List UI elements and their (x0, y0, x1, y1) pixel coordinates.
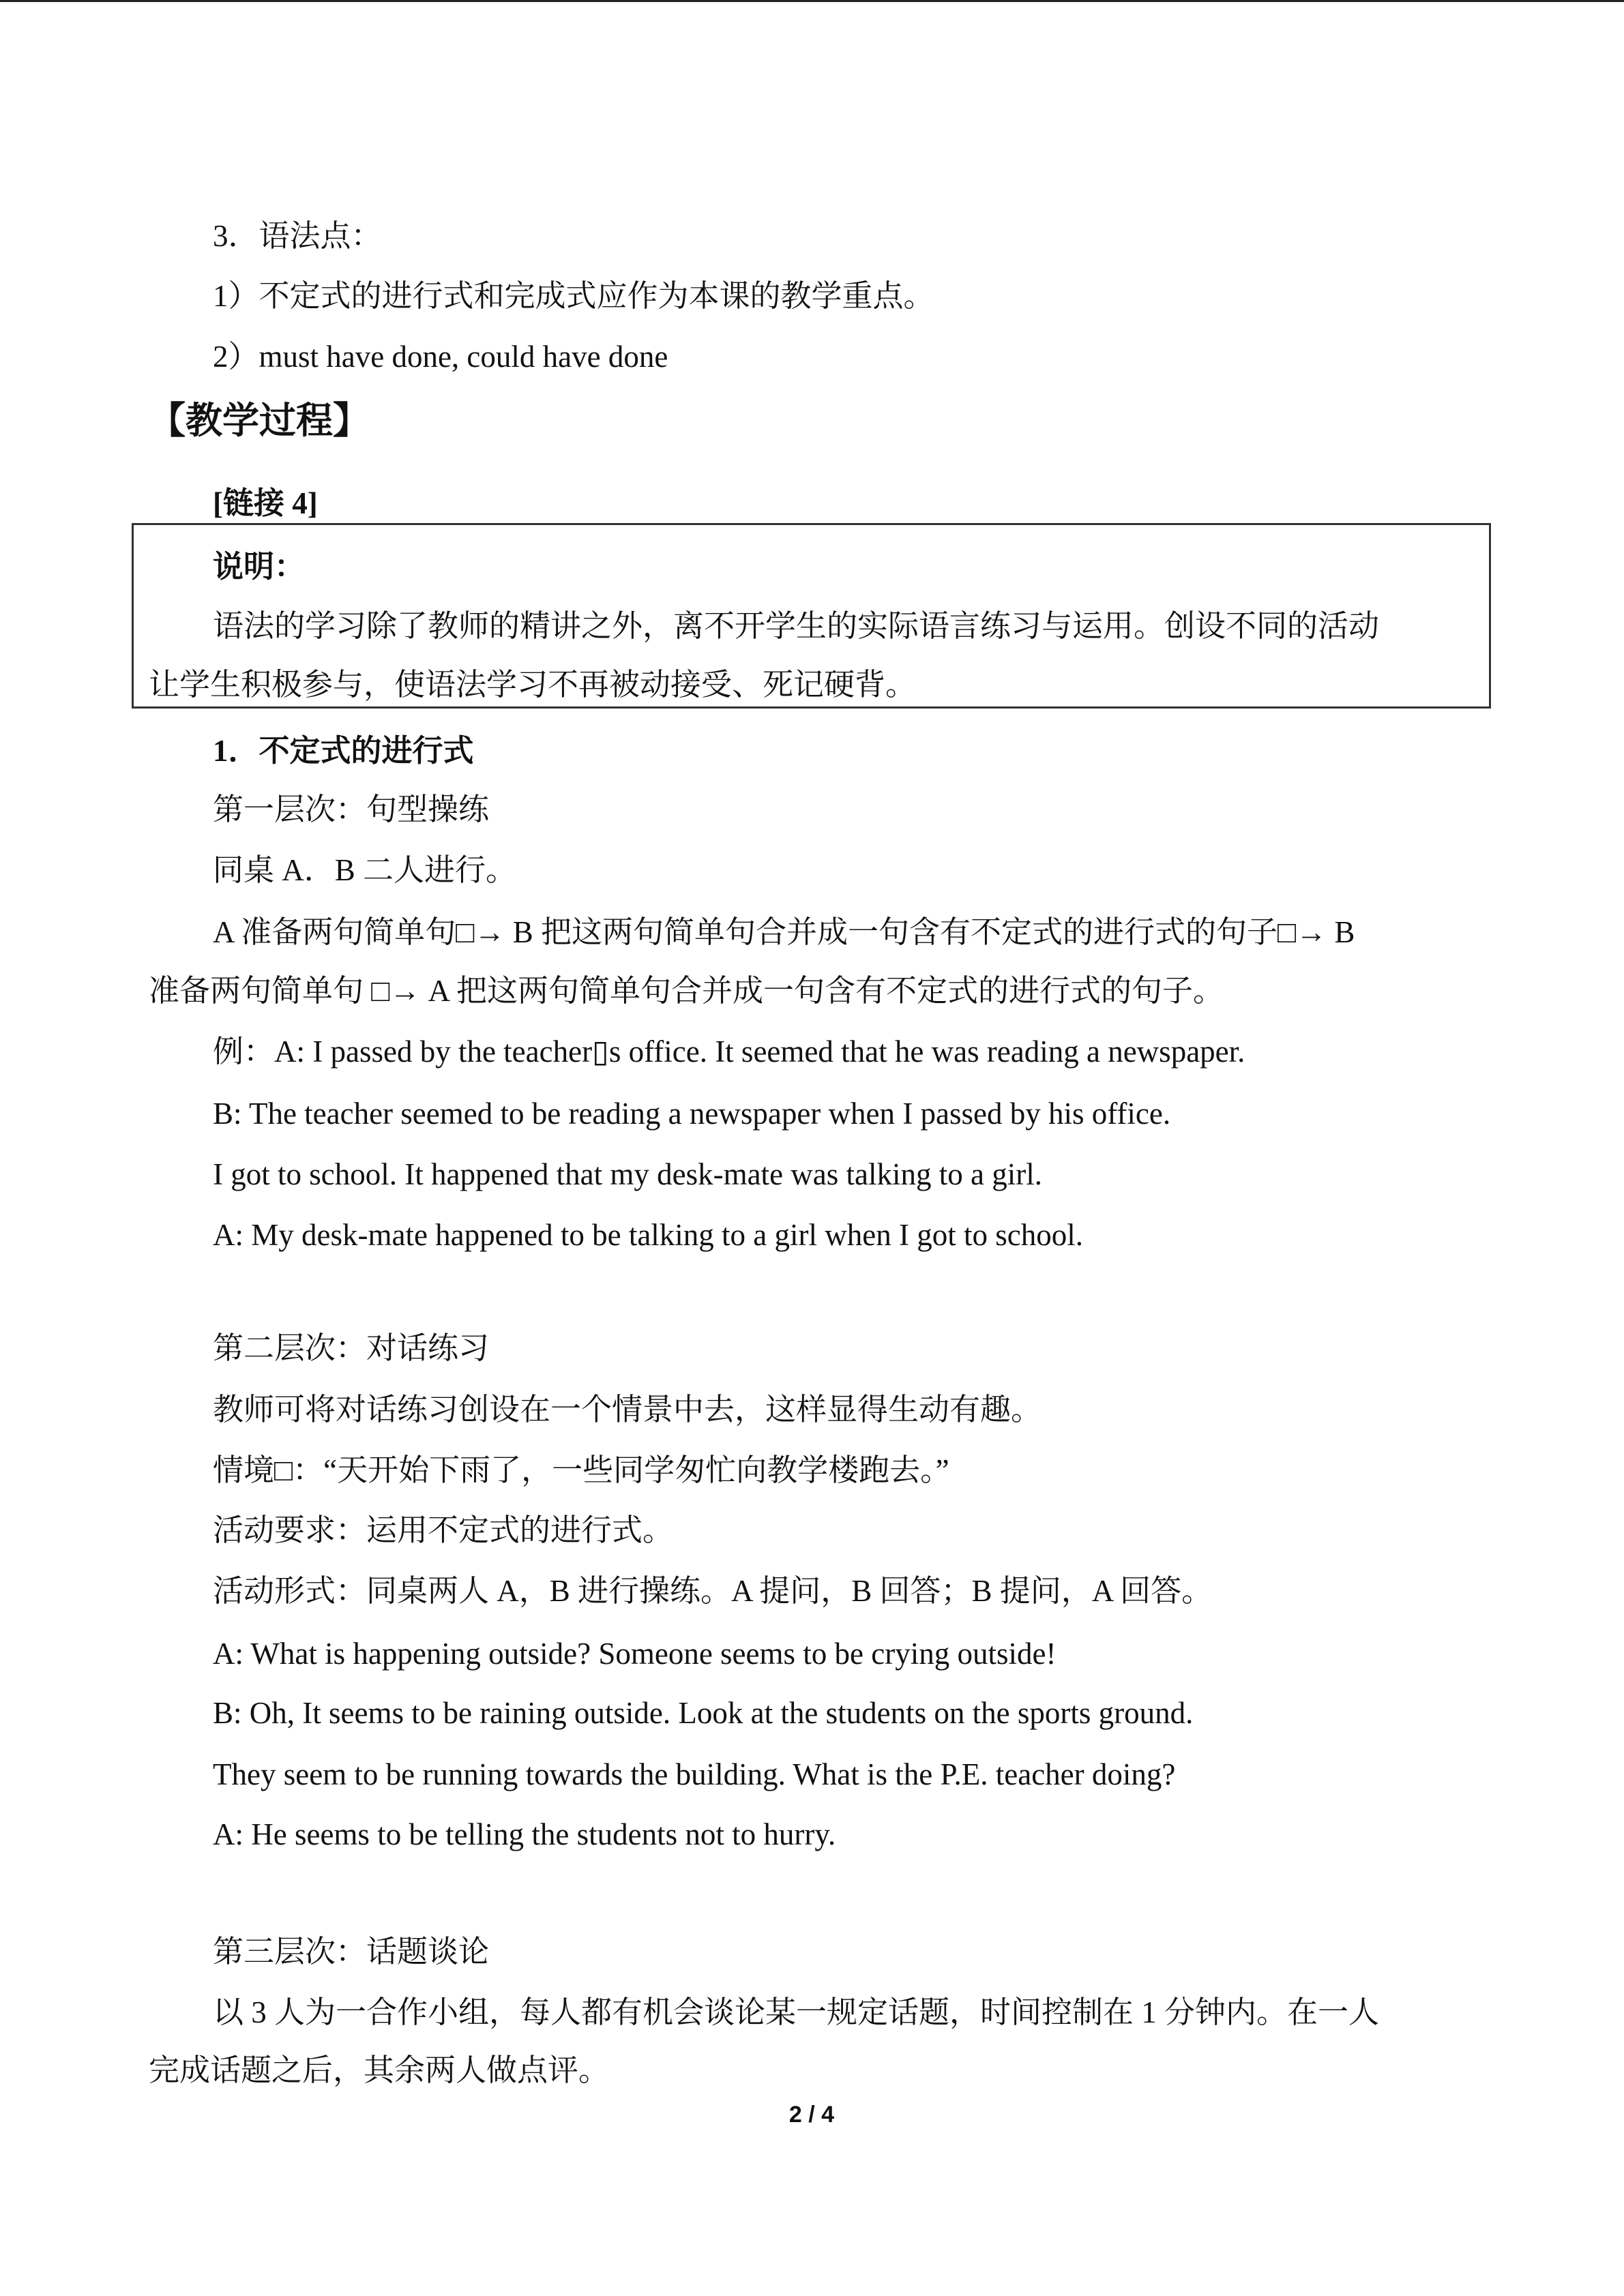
level1-steps-line-1: A 准备两句简单句□→ B 把这两句简单句合并成一句含有不定式的进行式的句子□→ B (213, 915, 1355, 949)
level1-steps-line-2: 准备两句简单句 □→ A 把这两句简单句合并成一句含有不定式的进行式的句子。 (149, 974, 1224, 1008)
level1-example-4: A: My desk-mate happened to be talking to a girl when I got to school. (213, 1218, 1083, 1252)
dialogue-line-3: They seem to be running towards the building. What is the P.E. teacher doing? (213, 1757, 1176, 1791)
level2-title: 第二层次：对话练习 (213, 1331, 490, 1365)
level1-title: 第一层次：句型操练 (213, 792, 490, 826)
grammar-title: 3．语法点： (213, 219, 382, 253)
level3-title: 第三层次：话题谈论 (213, 1935, 490, 1969)
note-line-2: 让学生积极参与，使语法学习不再被动接受、死记硬背。 (149, 668, 917, 702)
dialogue-line-1: A: What is happening outside? Someone seems to be crying outside! (213, 1637, 1057, 1671)
page-number: 2 / 4 (788, 2102, 835, 2128)
level2-form: 活动形式：同桌两人 A，B 进行操练。A 提问，B 回答；B 提问，A 回答。 (213, 1574, 1213, 1608)
grammar-item-1: 1）不定式的进行式和完成式应作为本课的教学重点。 (213, 279, 934, 313)
note-title: 说明： (213, 550, 306, 584)
note-line-1: 语法的学习除了教师的精讲之外，离不开学生的实际语言练习与运用。创设不同的活动 (213, 609, 1380, 643)
dialogue-line-4: A: He seems to be telling the students not to hurry. (213, 1817, 836, 1851)
level3-line-2: 完成话题之后，其余两人做点评。 (149, 2053, 610, 2087)
grammar-item-2: 2）must have done, could have done (213, 340, 668, 374)
level1-example-2: B: The teacher seemed to be reading a newspaper when I passed by his office. (213, 1097, 1171, 1131)
level1-example-3: I got to school. It happened that my desk-mate was talking to a girl. (213, 1157, 1042, 1191)
level1-desc: 同桌 A．B 二人进行。 (213, 853, 517, 887)
level2-scene: 情境□：“天开始下雨了，一些同学匆忙向教学楼跑去。” (213, 1453, 949, 1487)
link-label: [链接 4] (213, 486, 318, 520)
level2-desc: 教师可将对话练习创设在一个情景中去，这样显得生动有趣。 (213, 1392, 1042, 1427)
section-heading: 【教学过程】 (149, 400, 370, 441)
level3-line-1: 以 3 人为一合作小组，每人都有机会谈论某一规定话题，时间控制在 1 分钟内。在一人 (213, 1995, 1380, 2029)
page-top-border (0, 0, 1624, 2)
part1-title: 1．不定式的进行式 (213, 734, 474, 768)
dialogue-line-2: B: Oh, It seems to be raining outside. Look at the students on the sports ground. (213, 1696, 1194, 1730)
level2-requirement: 活动要求：运用不定式的进行式。 (213, 1513, 674, 1547)
level1-example-1: 例：A: I passed by the teacher▯s office. It seemed that he was reading a newspaper. (213, 1034, 1245, 1069)
